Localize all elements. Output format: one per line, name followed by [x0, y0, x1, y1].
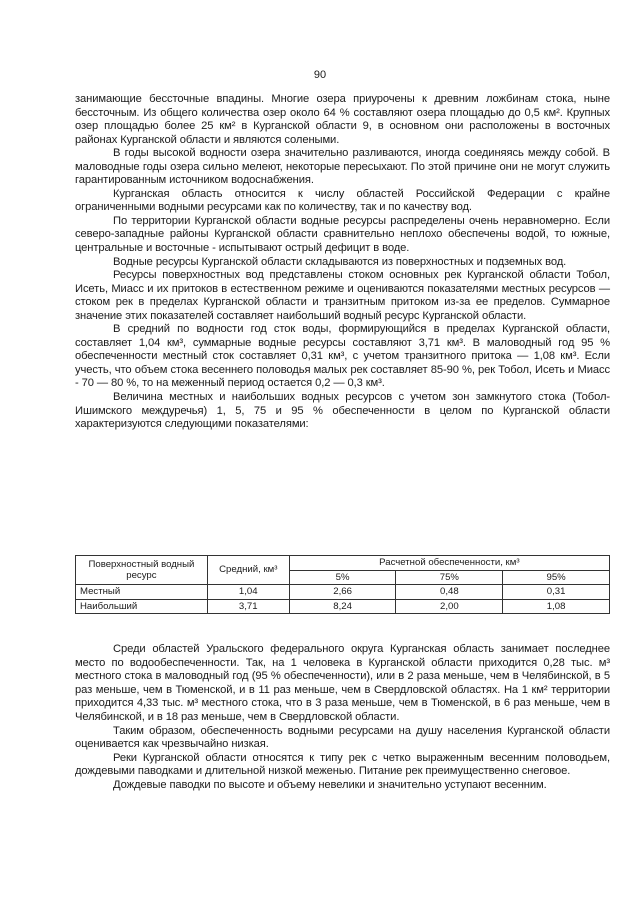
paragraph: занимающие бессточные впадины. Многие озера приурочены к древним ложбинам стока, ныне бессточным. Из общего количества озер около 64 % составляют озера площадью до 0,5 км². Крупных озер площадью более 25 км² в Курганской области 9, в основном они расположены в восточных районах Курганской области и являются солеными. [75, 93, 610, 146]
cell-p5: 2,66 [289, 585, 396, 600]
paragraph: По территории Курганской области водные ресурсы распределены очень неравномерно. Если северо-западные районы Курганской области сравнительно неплохо обеспечены водой, то южные, центральные и восточные - испытывают острый дефицит в воде. [75, 214, 610, 255]
page-number: 90 [313, 69, 327, 81]
cell-name: Наибольший [76, 599, 208, 614]
paragraph: Водные ресурсы Курганской области складываются из поверхностных и подземных вод. [113, 255, 567, 268]
body-text-bottom [75, 643, 610, 793]
body-text-top [75, 93, 610, 432]
cell-average: 3,71 [207, 599, 289, 614]
cell-p95: 0,31 [503, 585, 610, 600]
header-resource: Поверхностный водный ресурс [76, 556, 208, 585]
paragraph: Реки Курганской области относятся к типу рек с четко выраженным весенним половодьем, дождевыми паводками и длительной низкой меженью. Питание рек преимущественно снеговое. [75, 751, 610, 778]
table-row [76, 599, 610, 614]
paragraph: Курганская область относится к числу областей Российской Федерации с крайне ограниченными водными ресурсами как по количеству, так и по качеству вод. [75, 187, 610, 214]
cell-name: Местный [76, 585, 208, 600]
subheader-5: 5% [289, 570, 396, 585]
table-row [76, 585, 610, 600]
cell-p5: 8,24 [289, 599, 396, 614]
paragraph: Величина местных и наибольших водных ресурсов с учетом зон замкнутого стока (Тобол-Ишимского междуречья) 1, 5, 75 и 95 % обеспеченности в целом по Курганской области характеризуются следующими показателями: [75, 391, 610, 431]
cell-p75: 0,48 [396, 585, 503, 600]
water-resources-table [75, 555, 610, 614]
cell-average: 1,04 [207, 585, 289, 600]
paragraph: В годы высокой водности озера значительно разливаются, иногда соединяясь между собой. В маловодные годы озера сильно мелеют, некоторые пересыхают. По этой причине они не могут служить гарантированным источником водоснабжения. [75, 147, 610, 187]
paragraph: Дождевые паводки по высоте и объему невелики и значительно уступают весенним. [113, 778, 547, 791]
header-calc: Расчетной обеспеченности, км³ [289, 556, 609, 571]
paragraph: Ресурсы поверхностных вод представлены стоком основных рек Курганской области Тобол, Исеть, Миасс и их притоков в естественном режиме и оцениваются показателями местных ресурсов — стоком рек в пределах Курганской области и транзитным притоком из-за ее пределов. Суммарное значение этих показателей составляет наибольший водный ресурс Курганской области. [75, 269, 610, 322]
cell-p75: 2,00 [396, 599, 503, 614]
paragraph: Среди областей Уральского федерального округа Курганская область занимает последнее место по водообеспеченности. Так, на 1 человека в Курганской области приходится 0,28 тыс. м³ местного стока в маловодный год (95 % обеспеченности), или в 2 раза меньше, чем в Челябинской, в 5 раз меньше, чем в Тюменской, и в 11 раз меньше, чем в Свердловской областях. На 1 км² территории приходится 4,33 тыс. м³ местного стока, что в 3 раза меньше, чем в Тюменской, в 6 раз меньше, чем в Челябинской, и в 18 раз меньше, чем в Свердловской области. [75, 643, 610, 723]
header-average: Средний, км³ [207, 556, 289, 585]
cell-p95: 1,08 [503, 599, 610, 614]
paragraph: Таким образом, обеспеченность водными ресурсами на душу населения Курганской области оценивается как чрезвычайно низкая. [75, 724, 610, 751]
subheader-75: 75% [396, 570, 503, 585]
subheader-95: 95% [503, 570, 610, 585]
paragraph: В средний по водности год сток воды, формирующийся в пределах Курганской области, составляет 1,04 км³, суммарные водные ресурсы составляют 3,71 км³. В маловодный год 95 % обеспеченности местный сток составляет 0,31 км³, с учетом транзитного притока — 1,08 км³. Если учесть, что объем стока весеннего половодья малых рек составляет 85-90 %, рек Тобол, Исеть и Миасс - 70 — 80 %, то на меженный период остается 0,2 — 0,3 км³. [75, 323, 610, 390]
